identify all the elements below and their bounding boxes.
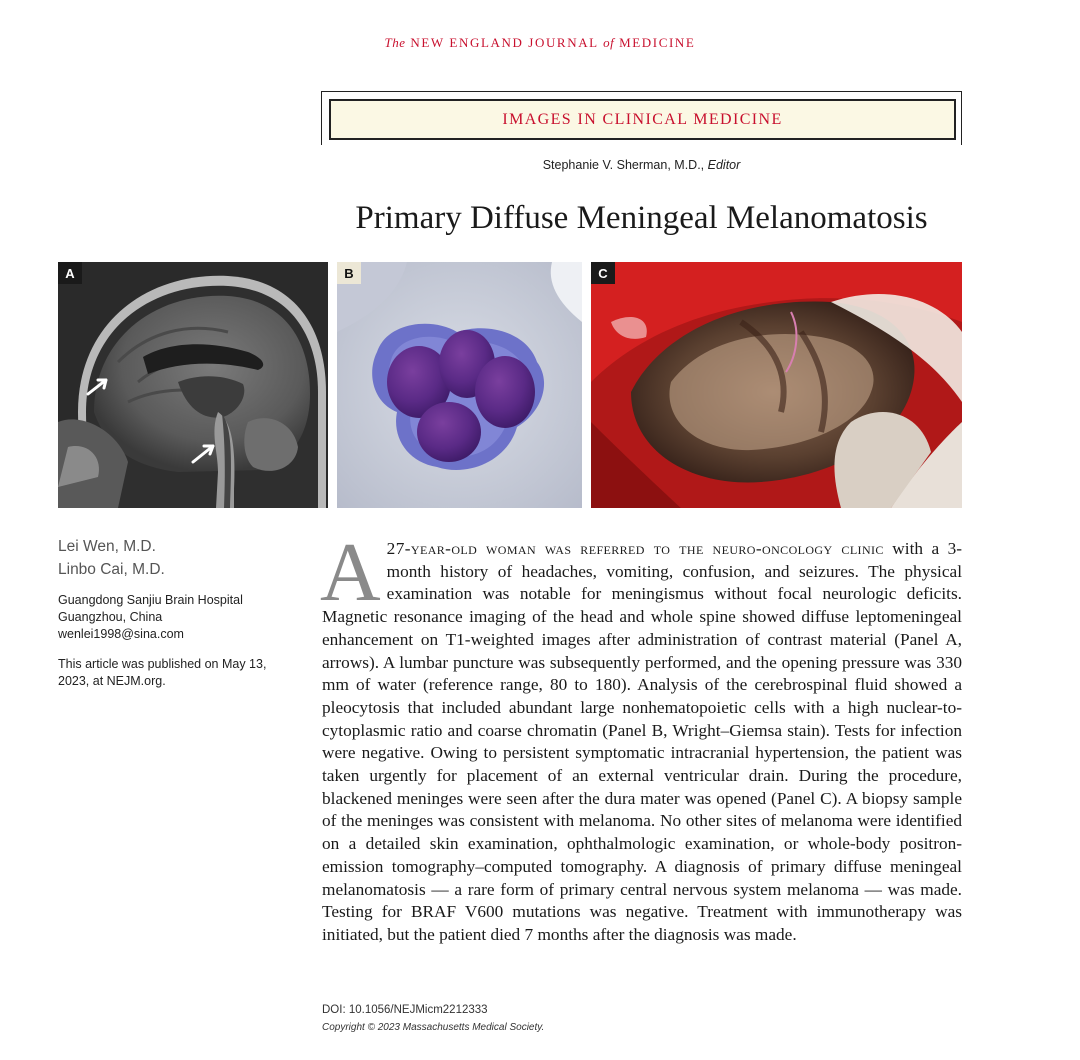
editor-name: Stephanie V. Sherman, M.D., bbox=[542, 158, 705, 172]
publication-note-line: 2023, at NEJM.org. bbox=[58, 674, 166, 688]
cytology-illustration bbox=[337, 262, 582, 508]
affiliation-email: wenlei1998@sina.com bbox=[58, 627, 184, 641]
journal-header bbox=[0, 35, 1080, 51]
journal-header-name-1: NEW ENGLAND JOURNAL bbox=[410, 35, 599, 50]
author-name: Linbo Cai, M.D. bbox=[58, 561, 165, 578]
panel-b-cytology-image bbox=[337, 262, 582, 508]
drop-cap: A bbox=[320, 526, 381, 619]
panel-a-mri-image bbox=[58, 262, 328, 508]
body-paragraph: with a 3-month history of headaches, vomiting, confusion, and seizures. The physical examination was notable for meningismus without focal neurologic deficits. Magnetic resonance imaging of the head and whole spine showed diffuse leptomeningeal enhancement on T1-weighted images after administration of contrast material (Panel A, arrows). A lumbar puncture was subsequently performed, and the opening pressure was 330 mm of water (reference range, 80 to 180). Analysis of the cerebrospinal fluid showed a pleocytosis that included abundant large nonhematopoietic cells with a high nuclear-to-cytoplasmic ratio and coarse chromatin (Panel B, Wright–Giemsa stain). Tests for infection were negative. Owing to persistent symptomatic intracranial hypertension, the patient was taken urgently for placement of an external ventricular drain. During the procedure, blackened meninges were seen after the dura mater was opened (Panel C). A biopsy sample of the meninges was consistent with melanoma. No other sites of melanoma were identified on a detailed skin examination, ophthalmologic examination, or whole-body positron-emission tomography–computed tomography. A diagnosis of primary diffuse meningeal melanomatosis — a rare form of primary central nervous system melanoma — was made. Testing for BRAF V600 mutations was negative. Treatment with immunotherapy was initiated, but the patient died 7 months after the diagnosis was made. bbox=[322, 539, 963, 944]
journal-header-of: of bbox=[603, 35, 615, 50]
publication-note-line: This article was published on May 13, bbox=[58, 657, 267, 671]
affiliation-institution: Guangdong Sanjiu Brain Hospital bbox=[58, 593, 243, 607]
publication-note bbox=[58, 656, 266, 690]
panel-a-label: A bbox=[58, 262, 82, 284]
editor-role: Editor bbox=[707, 158, 741, 172]
panel-c-intraoperative-image bbox=[591, 262, 962, 508]
editor-credit bbox=[321, 158, 962, 172]
journal-header-name-2: MEDICINE bbox=[619, 35, 696, 50]
copyright-notice: Copyright © 2023 Massachusetts Medical Society. bbox=[322, 1022, 545, 1033]
doi-link[interactable]: DOI: 10.1056/NEJMicm2212333 bbox=[322, 1004, 488, 1016]
affiliation-location: Guangzhou, China bbox=[58, 610, 163, 624]
section-title: IMAGES IN CLINICAL MEDICINE bbox=[502, 110, 783, 128]
journal-header-the: The bbox=[384, 35, 406, 50]
panel-c-label: C bbox=[591, 262, 615, 284]
article-title: Primary Diffuse Meningeal Melanomatosis bbox=[355, 200, 928, 236]
mri-illustration bbox=[58, 262, 328, 508]
panel-b-label: B bbox=[337, 262, 361, 284]
section-banner bbox=[329, 99, 956, 140]
article-body bbox=[320, 526, 963, 947]
surgical-illustration bbox=[591, 262, 962, 508]
author-affiliation bbox=[58, 592, 243, 643]
lead-in-text: 27-year-old woman was referred to the neuro-oncology clinic bbox=[386, 539, 884, 558]
author-name: Lei Wen, M.D. bbox=[58, 538, 156, 555]
